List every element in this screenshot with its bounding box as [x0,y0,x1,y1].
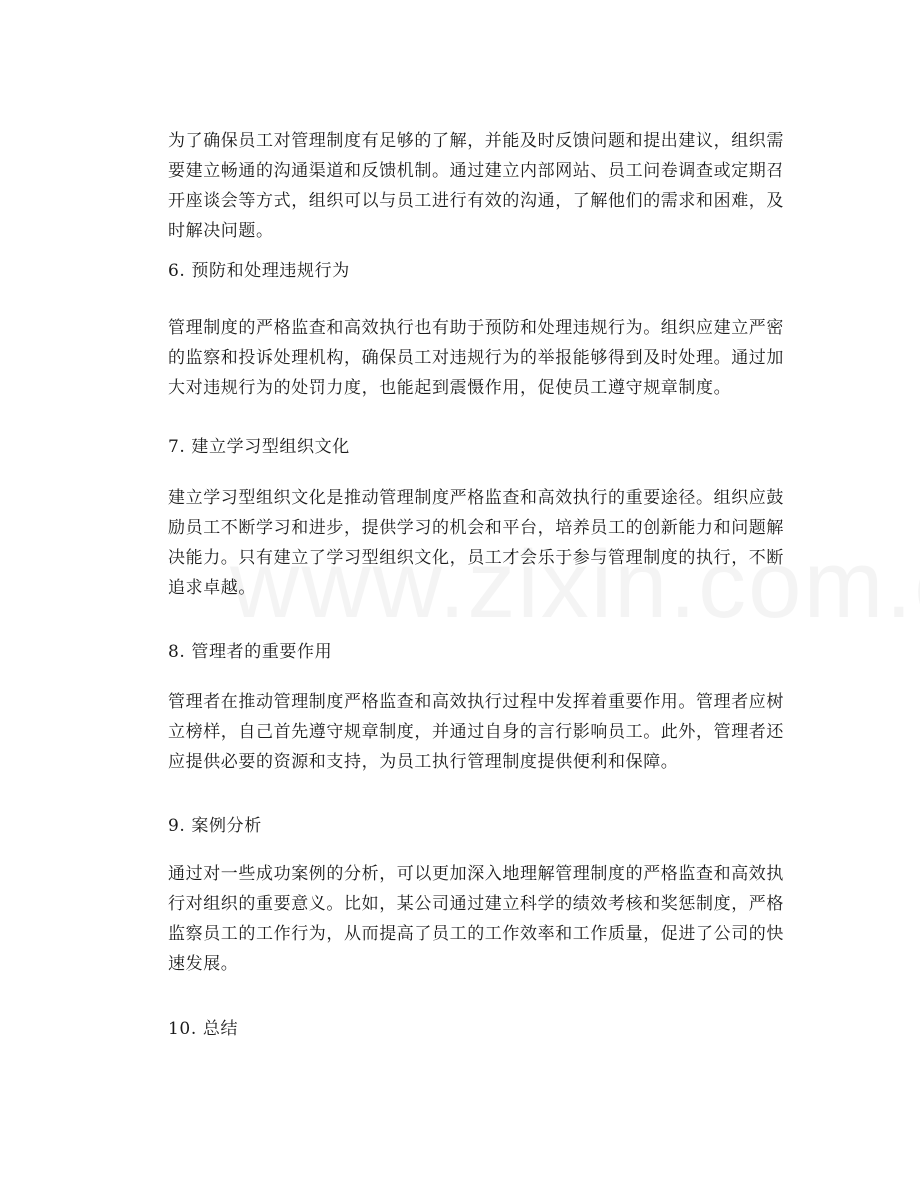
paragraph-text: 通过对一些成功案例的分析，可以更加深入地理解管理制度的严格监查和高效执行对组织的重要意义。比如，某公司通过建立科学的绩效考核和奖惩制度，严格监察员工的工作行为，从而提高了员工的工作效率和工作质量，促进了公司的快速发展。 [168,864,784,974]
heading-text: 10. 总结 [168,1019,239,1039]
heading-text: 6. 预防和处理违规行为 [168,261,350,281]
heading-text: 8. 管理者的重要作用 [168,642,333,662]
paragraph-managers-role [168,687,792,777]
paragraph-violations [168,313,792,403]
heading-text: 7. 建立学习型组织文化 [168,437,350,457]
paragraph-text: 为了确保员工对管理制度有足够的了解，并能及时反馈问题和提出建议，组织需要建立畅通的沟通渠道和反馈机制。通过建立内部网站、员工问卷调查或定期召开座谈会等方式，组织可以与员工进行有效的沟通，了解他们的需求和困难，及时解决问题。 [168,131,784,241]
heading-section-7 [168,432,792,462]
heading-section-8 [168,637,792,667]
paragraph-text: 管理者在推动管理制度严格监查和高效执行过程中发挥着重要作用。管理者应树立榜样，自己首先遵守规章制度，并通过自身的言行影响员工。此外，管理者还应提供必要的资源和支持，为员工执行管理制度提供便利和保障。 [168,692,784,772]
paragraph-case-analysis [168,859,792,979]
heading-text: 9. 案例分析 [168,816,262,836]
heading-section-10 [168,1014,792,1044]
paragraph-text: 建立学习型组织文化是推动管理制度严格监查和高效执行的重要途径。组织应鼓励员工不断学习和进步，提供学习的机会和平台，培养员工的创新能力和问题解决能力。只有建立了学习型组织文化，员工才会乐于参与管理制度的执行，不断追求卓越。 [168,488,784,598]
paragraph-communication [168,126,792,246]
heading-section-9 [168,811,792,841]
paragraph-learning-culture [168,483,792,603]
heading-section-6 [168,256,792,286]
paragraph-text: 管理制度的严格监查和高效执行也有助于预防和处理违规行为。组织应建立严密的监察和投诉处理机构，确保员工对违规行为的举报能够得到及时处理。通过加大对违规行为的处罚力度，也能起到震慑作用，促使员工遵守规章制度。 [168,318,784,398]
